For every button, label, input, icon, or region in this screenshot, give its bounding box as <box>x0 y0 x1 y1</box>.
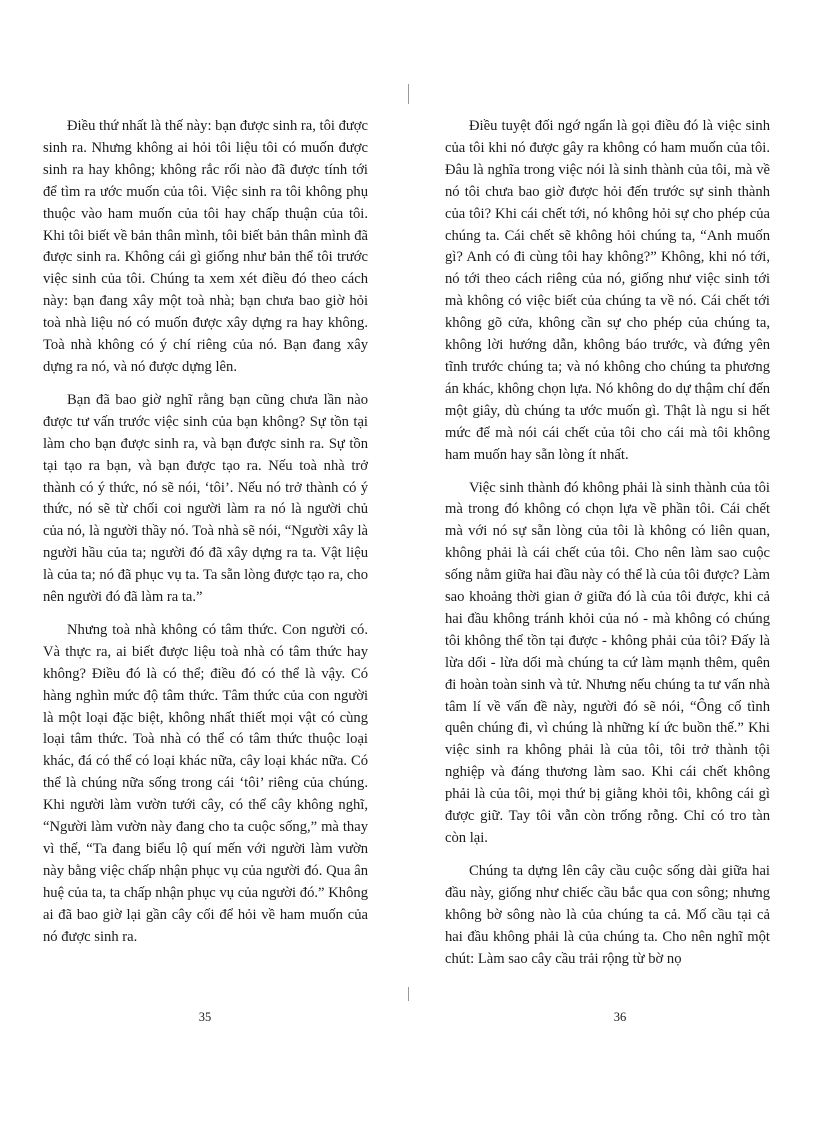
page-number-right: 36 <box>613 1010 627 1024</box>
paragraph: Điều thứ nhất là thế này: bạn được sinh ra, tôi được sinh ra. Nhưng không ai hỏi tôi liệu tôi có muốn được sinh ra hay không; không rắc rối nào đã được tính tới để tìm ra ước muốn của tôi. Việc sinh ra tôi không phụ thuộc vào ham muốn của tôi hay chấp thuận của tôi. Khi tôi biết về bản thân mình, tôi biết bản thân mình đã được sinh ra. Không cái gì giống như bản thể tôi trước việc sinh của tôi. Chúng ta xem xét điều đó theo cách này: bạn đang xây một toà nhà; bạn chưa bao giờ hỏi toà nhà liệu nó có muốn được xây dựng ra hay không. Toà nhà không có ý chí riêng của nó. Bạn đang xây dựng ra nó, và nó được dựng lên. <box>43 118 368 375</box>
left-page-text <box>43 116 368 960</box>
paragraph: Điều tuyệt đối ngớ ngẩn là gọi điều đó là việc sinh của tôi khi nó được gây ra không có ham muốn của tôi. Đâu là nghĩa trong việc nói là sinh thành của tôi, mà về nó tôi chưa bao giờ được hỏi đến trước sự sinh thành của tôi? Khi cái chết tới, nó không hỏi sự cho phép của chúng ta. Cái chết sẽ không hỏi chúng ta, “Anh muốn gì? Anh có đi cùng tôi hay không?” Không, khi nó tới, nó tới theo cách riêng của nó, giống như việc sinh tới mà không có việc biết của chúng ta về nó. Cái chết tới không gõ cửa, không cần sự cho phép của chúng ta, không lời hướng dẫn, không báo trước, và đứng yên tĩnh trước chúng ta; và nó không cho chúng ta phương án khác, không chọn lựa. Nó không do dự thậm chí đến một giây, dù chúng ta ước muốn gì. Thật là ngu si hết mức để mà nói cái chết của tôi cho cái mà tôi không ham muốn hay sẵn lòng ít nhất. <box>445 118 770 463</box>
right-page-text <box>445 116 770 981</box>
paragraph: Việc sinh thành đó không phải là sinh thành của tôi mà trong đó không có chọn lựa về phần tôi. Cái chết mà với nó sự sẵn lòng của tôi là không có liên quan, không phải là cái chết của tôi. Cho nên làm sao cuộc sống nằm giữa hai đầu này có thể là của tôi được? Làm sao khoảng thời gian ở giữa đó là của tôi được, khi cả hai đầu không tránh khỏi của nó - mà không có chúng tôi không thể tồn tại được - không phải của tôi? Đấy là lừa dối - lừa dối mà chúng ta cứ làm mạnh thêm, quên đi hoàn toàn sinh và tử. Nhưng nếu chúng ta tư vấn nhà tâm lí về vấn đề này, người đó sẽ nói, “Ông cố tình quên chúng đi, vì chúng là những kí ức buồn thế.” Khi việc sinh ra không phải là của tôi, tôi trở thành tội nghiệp và đáng thương làm sao. Khi cái chết không phải là của tôi, mọi thứ bị giằng khỏi tôi, không cái gì được giữ. Tay tôi vẫn còn trống rỗng. Chỉ có tro tàn còn lại. <box>445 479 770 846</box>
fold-mark-top <box>408 84 409 104</box>
paragraph: Bạn đã bao giờ nghĩ rằng bạn cũng chưa lần nào được tư vấn trước việc sinh của bạn không? Sự tồn tại làm cho bạn được sinh ra, và bạn được sinh ra. Sự tồn tại tạo ra bạn, và bạn được tạo ra. Nếu toà nhà trở thành có ý thức, nó sẽ nói, ‘tôi’. Nếu nó trở thành có ý thức, nó sẽ từ chối coi người làm ra nó là người chủ của nó, là người thầy nó. Toà nhà sẽ nói, “Người xây là người hầu của ta; người đó đã xây dựng ra ta. Vật liệu là của ta; nó đã phục vụ ta. Ta sẵn lòng được tạo ra, cho nên người đó đã làm ra ta.” <box>43 391 368 606</box>
paragraph: Chúng ta dựng lên cây cầu cuộc sống dài giữa hai đầu này, giống như chiếc cầu bắc qua con sông; nhưng không bờ sông nào là của chúng ta cả. Mố cầu tại cả hai đầu không phải là của chúng ta. Cho nên nghĩ một chút: Làm sao cây cầu trải rộng từ bờ nọ <box>445 862 770 967</box>
page-number-left: 35 <box>198 1010 212 1024</box>
paragraph: Nhưng toà nhà không có tâm thức. Con người có. Và thực ra, ai biết được liệu toà nhà có tâm thức hay không? Điều đó là có thể; điều đó có thể là vậy. Có hàng nghìn mức độ tâm thức. Tâm thức của con người là một loại đặc biệt, không nhất thiết mọi vật có cùng loại tâm thức. Toà nhà có thể có tâm thức thuộc loại khác, đá có thể có loại khác nữa, cây loại khác nữa. Có thể là chúng nữa sống trong cái ‘tôi’ riêng của chúng. Khi người làm vườn tưới cây, có thể cây không nghĩ, “Người làm vườn này đang cho ta cuộc sống,” mà thay vì thế, “Ta đang biểu lộ quí mến với người làm vườn này bằng việc chấp nhận phục vụ của người đó. Qua ân huệ của ta, ta chấp nhận phục vụ của người đó.” Không ai đã bao giờ lại gần cây cối để hỏi về ham muốn của nó được sinh ra. <box>43 621 368 945</box>
fold-mark-bottom <box>408 987 409 1001</box>
